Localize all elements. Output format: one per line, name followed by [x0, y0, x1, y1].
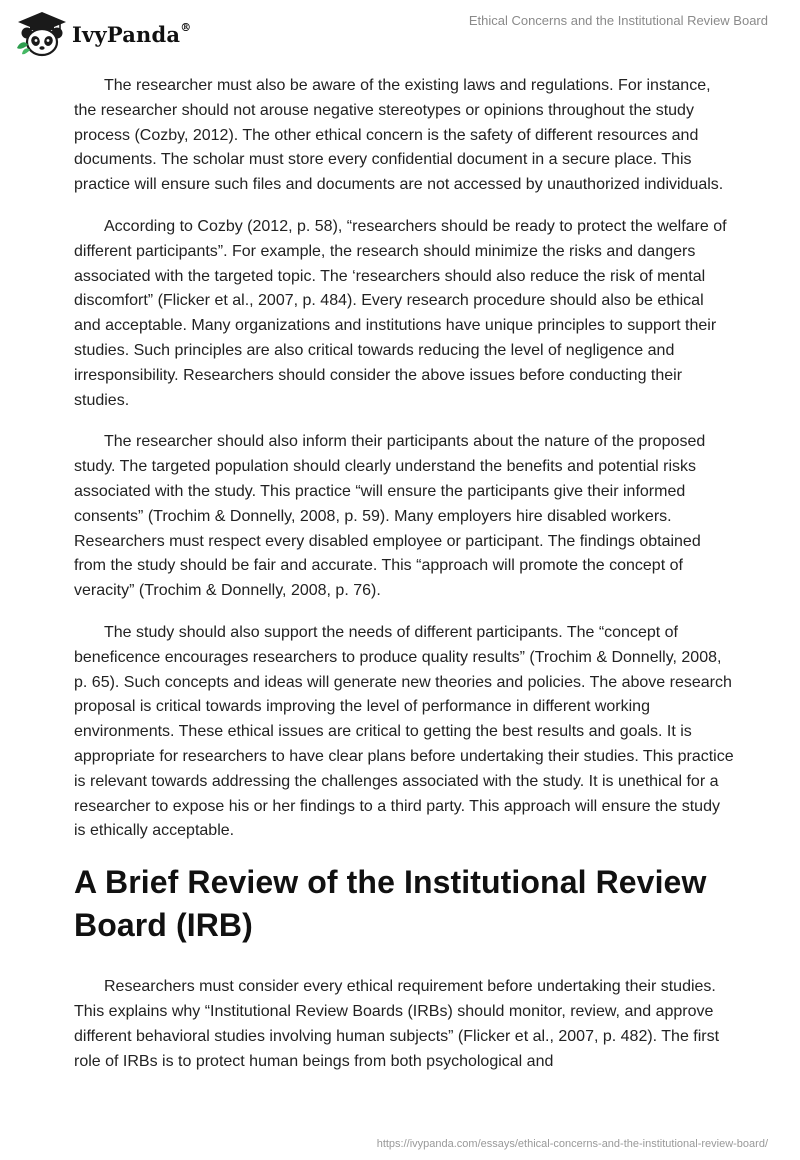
document-title: Ethical Concerns and the Institutional Review Board [468, 13, 768, 28]
brand-name-text: IvyPanda [72, 21, 181, 47]
brand-logo[interactable] [14, 8, 191, 58]
page-header [0, 0, 800, 60]
essay-paragraph: According to Cozby (2012, p. 58), “researchers should be ready to protect the welfare of different participants”. For example, the research should minimize the risks and dangers associated with the targeted topic. The ‘researchers should also reduce the risk of mental discomfort” (Flicker et al., 2007, p. 484). Every research procedure should also be ethical and acceptable. Many organizations and institutions have unique principles to support their studies. Such principles are also critical towards reducing the level of negligence and irresponsibility. Researchers should consider the above issues before conducting their studies. [74, 217, 727, 409]
panda-graduate-icon [14, 8, 68, 58]
essay-body [74, 74, 734, 1091]
brand-name [72, 22, 191, 47]
essay-paragraph: Researchers must consider every ethical requirement before undertaking their studies. This explains why “Institutional Review Boards (IRBs) should monitor, review, and approve different behavioral studies involving human subjects” (Flicker et al., 2007, p. 482). The first role of IRBs is to protect human beings from both psychological and [74, 978, 720, 1070]
essay-paragraph: The researcher should also inform their participants about the nature of the proposed study. The targeted population should clearly understand the benefits and potential risks associated with the study. This practice “will ensure the participants give their informed consents” (Trochim & Donnelly, 2008, p. 59). Many employers hire disabled workers. Researchers must respect every disabled employee or participant. The findings obtained from the study should be fair and accurate. This “approach will promote the concept of veracity” (Trochim & Donnelly, 2008, p. 76). [74, 433, 706, 600]
source-url[interactable]: https://ivypanda.com/essays/ethical-concerns-and-the-institutional-review-board/ [376, 1138, 768, 1150]
registered-mark: ® [180, 20, 192, 34]
essay-paragraph: The researcher must also be aware of the existing laws and regulations. For instance, the researcher should not arouse negative stereotypes or opinions throughout the study process (Cozby, 2012). The other ethical concern is the safety of different resources and documents. The scholar must store every confidential document in a secure place. This practice will ensure such files and documents are not accessed by unauthorized individuals. [74, 77, 724, 194]
essay-paragraph: The study should also support the needs of different participants. The “concept of beneficence encourages researchers to produce quality results” (Trochim & Donnelly, 2008, p. 65). Such concepts and ideas will generate new theories and policies. The above research proposal is critical towards improving the level of performance in different working environments. These ethical issues are critical to getting the best results and goals. It is appropriate for researchers to have clear plans before undertaking their studies. This practice is relevant towards addressing the challenges associated with the study. It is unethical for a researcher to expose his or her findings to a third party. This approach will ensure the study is ethically acceptable. [74, 623, 734, 840]
section-heading: A Brief Review of the Institutional Review Board (IRB) [74, 864, 707, 944]
